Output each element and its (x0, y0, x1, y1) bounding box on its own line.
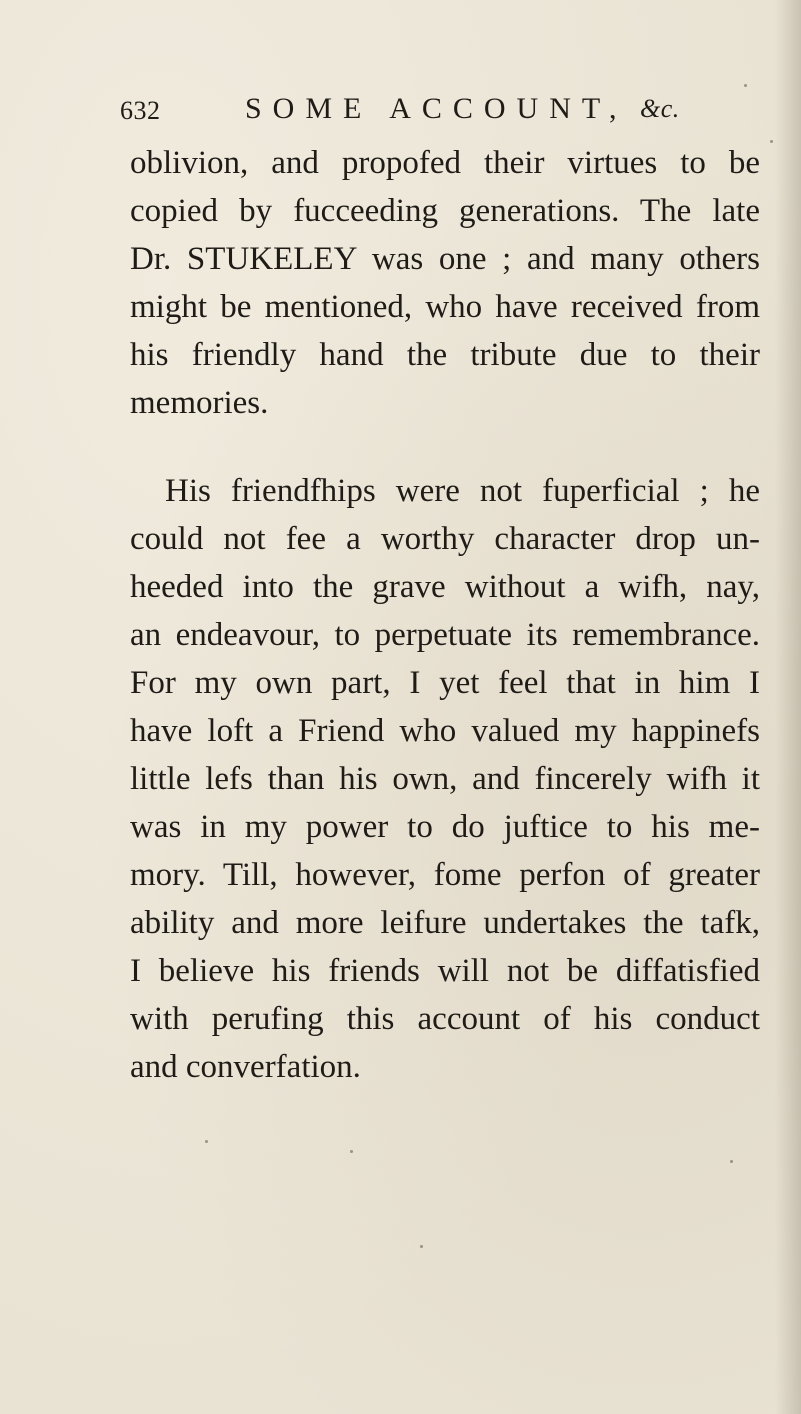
running-head-title: SOME ACCOUNT, (245, 92, 628, 125)
text-line: was in my power to do juftice to his me- (130, 809, 760, 845)
text-line: ability and more leifure undertakes the tafk, (130, 905, 760, 941)
text-line: have loft a Friend who valued my happinefs (130, 713, 760, 749)
running-head-suffix: &c. (640, 94, 680, 123)
text-line: mory. Till, however, fome perfon of greater (130, 857, 760, 893)
text-line: oblivion, and propofed their virtues to be (130, 145, 760, 181)
text-line: memories. (130, 385, 269, 421)
text-line: might be mentioned, who have received from (130, 289, 760, 325)
text-line: I believe his friends will not be diffatisfied (130, 953, 760, 989)
text-line: heeded into the grave without a wifh, nay, (130, 569, 760, 605)
page-number: 632 (120, 96, 161, 125)
text-line: with perufing this account of his conduct (130, 1001, 760, 1037)
text-line: and converfation. (130, 1049, 361, 1085)
text-line: copied by fucceeding generations. The late (130, 193, 760, 229)
text-line: little lefs than his own, and fincerely wifh it (130, 761, 760, 797)
text-line: could not fee a worthy character drop un- (130, 521, 760, 557)
text-line: an endeavour, to perpetuate its remembrance. (130, 617, 760, 653)
text-line: His friendfhips were not fuperficial ; he (165, 473, 760, 509)
text-line: his friendly hand the tribute due to their (130, 337, 760, 373)
text-line: Dr. STUKELEY was one ; and many others (130, 241, 760, 277)
text-line: For my own part, I yet feel that in him I (130, 665, 760, 701)
